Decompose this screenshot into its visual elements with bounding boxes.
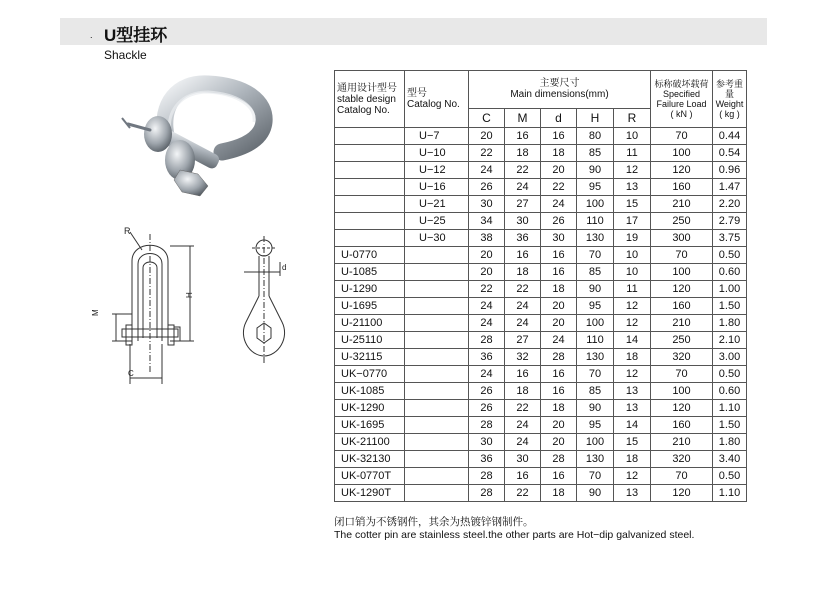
table-cell: U−25 bbox=[405, 213, 469, 230]
dim-header-h: H bbox=[577, 108, 614, 127]
table-cell: 70 bbox=[651, 468, 713, 485]
label-r: R bbox=[124, 226, 131, 236]
table-cell: U−7 bbox=[405, 128, 469, 145]
header-weight: 参考重量 Weight ( kg ) bbox=[713, 71, 747, 128]
table-cell: 18 bbox=[541, 145, 577, 162]
label-c: C bbox=[128, 369, 134, 378]
table-cell: 16 bbox=[541, 366, 577, 383]
table-cell: 16 bbox=[541, 128, 577, 145]
table-cell: 12 bbox=[614, 162, 651, 179]
table-row bbox=[335, 332, 747, 349]
table-cell: 1.47 bbox=[713, 179, 747, 196]
table-cell: 24 bbox=[505, 179, 541, 196]
table-cell: UK-1290 bbox=[335, 400, 405, 417]
table-row bbox=[335, 400, 747, 417]
table-cell: 130 bbox=[577, 230, 614, 247]
table-cell: 3.40 bbox=[713, 451, 747, 468]
table-cell: 10 bbox=[614, 264, 651, 281]
table-cell: 22 bbox=[505, 281, 541, 298]
table-cell bbox=[405, 417, 469, 434]
table-cell: 2.10 bbox=[713, 332, 747, 349]
table-cell: 1.80 bbox=[713, 315, 747, 332]
table-cell: 210 bbox=[651, 434, 713, 451]
note-en: The cotter pin are stainless steel.the other parts are Hot−dip galvanized steel. bbox=[334, 529, 695, 541]
table-cell: 24 bbox=[469, 162, 505, 179]
table-cell: 80 bbox=[577, 128, 614, 145]
table-cell bbox=[405, 332, 469, 349]
table-cell: 12 bbox=[614, 366, 651, 383]
spec-table bbox=[334, 70, 747, 502]
table-cell: 1.50 bbox=[713, 417, 747, 434]
table-cell: UK-1695 bbox=[335, 417, 405, 434]
table-cell: 26 bbox=[469, 383, 505, 400]
table-cell: 22 bbox=[541, 179, 577, 196]
table-cell: 16 bbox=[541, 264, 577, 281]
table-cell: 160 bbox=[651, 417, 713, 434]
header-main-dimensions: 主要尺寸 Main dimensions(mm) bbox=[469, 71, 651, 109]
table-cell: 210 bbox=[651, 196, 713, 213]
table-cell bbox=[335, 179, 405, 196]
table-row bbox=[335, 383, 747, 400]
table-cell bbox=[335, 162, 405, 179]
table-cell: 36 bbox=[469, 451, 505, 468]
table-cell: 1.10 bbox=[713, 485, 747, 502]
table-cell: 300 bbox=[651, 230, 713, 247]
table-cell: 0.50 bbox=[713, 468, 747, 485]
table-cell bbox=[335, 230, 405, 247]
table-cell bbox=[335, 196, 405, 213]
table-row bbox=[335, 196, 747, 213]
table-cell: 110 bbox=[577, 213, 614, 230]
shackle-side-drawing bbox=[232, 236, 297, 366]
table-cell bbox=[405, 247, 469, 264]
table-cell: 250 bbox=[651, 213, 713, 230]
table-cell: UK-1290T bbox=[335, 485, 405, 502]
table-cell: 85 bbox=[577, 145, 614, 162]
table-cell: 24 bbox=[505, 315, 541, 332]
table-cell: 38 bbox=[469, 230, 505, 247]
table-cell: 160 bbox=[651, 179, 713, 196]
table-cell: 90 bbox=[577, 162, 614, 179]
table-cell: U-32115 bbox=[335, 349, 405, 366]
table-cell: 10 bbox=[614, 247, 651, 264]
table-cell: 20 bbox=[469, 264, 505, 281]
table-cell: 28 bbox=[469, 332, 505, 349]
table-cell: U−21 bbox=[405, 196, 469, 213]
table-cell: 110 bbox=[577, 332, 614, 349]
table-cell: 18 bbox=[614, 451, 651, 468]
table-cell bbox=[405, 485, 469, 502]
table-row bbox=[335, 434, 747, 451]
table-cell: 100 bbox=[651, 264, 713, 281]
dim-header-c: C bbox=[469, 108, 505, 127]
table-cell: 20 bbox=[541, 434, 577, 451]
table-cell: 70 bbox=[577, 366, 614, 383]
table-cell: 100 bbox=[577, 315, 614, 332]
table-cell bbox=[405, 434, 469, 451]
table-cell: 16 bbox=[541, 247, 577, 264]
table-cell: 70 bbox=[651, 128, 713, 145]
table-cell: 14 bbox=[614, 417, 651, 434]
table-row bbox=[335, 247, 747, 264]
table-cell: 24 bbox=[469, 315, 505, 332]
table-header-row bbox=[335, 71, 747, 109]
header-design-catalog: 通用设计型号 stable design Catalog No. bbox=[335, 71, 405, 128]
table-cell: 120 bbox=[651, 485, 713, 502]
table-cell: 16 bbox=[505, 366, 541, 383]
table-cell bbox=[405, 315, 469, 332]
table-cell: 24 bbox=[505, 434, 541, 451]
table-cell: 0.50 bbox=[713, 247, 747, 264]
header-dot: . bbox=[90, 30, 93, 40]
table-cell bbox=[405, 383, 469, 400]
table-cell: 13 bbox=[614, 485, 651, 502]
table-cell: 13 bbox=[614, 383, 651, 400]
page-title: U型挂环 bbox=[104, 26, 168, 45]
table-row bbox=[335, 264, 747, 281]
table-cell: 28 bbox=[469, 468, 505, 485]
table-cell: 30 bbox=[541, 230, 577, 247]
table-cell: 30 bbox=[505, 451, 541, 468]
table-cell: 18 bbox=[541, 281, 577, 298]
table-cell: 0.44 bbox=[713, 128, 747, 145]
table-cell: UK−0770 bbox=[335, 366, 405, 383]
table-cell: 95 bbox=[577, 417, 614, 434]
dim-header-r: R bbox=[614, 108, 651, 127]
table-cell: 0.60 bbox=[713, 264, 747, 281]
table-cell: U-1085 bbox=[335, 264, 405, 281]
table-cell: 24 bbox=[505, 298, 541, 315]
table-cell: U-0770 bbox=[335, 247, 405, 264]
page-subtitle: Shackle bbox=[104, 48, 147, 62]
table-cell: 15 bbox=[614, 196, 651, 213]
note-cn: 闭口销为不锈钢件，其余为热镀锌钢制件。 bbox=[334, 516, 534, 528]
table-cell: 30 bbox=[505, 213, 541, 230]
table-cell: 26 bbox=[469, 400, 505, 417]
table-cell: U−12 bbox=[405, 162, 469, 179]
table-cell: 19 bbox=[614, 230, 651, 247]
table-cell bbox=[335, 213, 405, 230]
table-cell: 24 bbox=[541, 332, 577, 349]
table-cell: UK-0770T bbox=[335, 468, 405, 485]
dim-header-d: d bbox=[541, 108, 577, 127]
table-cell: 32 bbox=[505, 349, 541, 366]
table-cell: 70 bbox=[651, 247, 713, 264]
table-cell: 13 bbox=[614, 179, 651, 196]
table-cell: 130 bbox=[577, 451, 614, 468]
table-cell: 16 bbox=[505, 247, 541, 264]
table-cell bbox=[405, 349, 469, 366]
table-cell: U-25110 bbox=[335, 332, 405, 349]
label-h: H bbox=[185, 292, 194, 298]
table-cell: 30 bbox=[469, 434, 505, 451]
table-row bbox=[335, 145, 747, 162]
table-cell: 120 bbox=[651, 281, 713, 298]
table-row bbox=[335, 281, 747, 298]
table-cell: UK-1085 bbox=[335, 383, 405, 400]
table-cell: 27 bbox=[505, 196, 541, 213]
table-cell: 28 bbox=[541, 451, 577, 468]
table-cell: 120 bbox=[651, 162, 713, 179]
table-cell: 1.00 bbox=[713, 281, 747, 298]
table-row bbox=[335, 179, 747, 196]
table-row bbox=[335, 128, 747, 145]
table-cell: 70 bbox=[577, 247, 614, 264]
table-cell: 90 bbox=[577, 485, 614, 502]
label-d: d bbox=[282, 263, 287, 272]
table-cell: 90 bbox=[577, 400, 614, 417]
table-cell: 11 bbox=[614, 281, 651, 298]
table-cell: 70 bbox=[651, 366, 713, 383]
table-cell: 85 bbox=[577, 264, 614, 281]
table-cell: 15 bbox=[614, 434, 651, 451]
table-cell: U-1695 bbox=[335, 298, 405, 315]
table-cell: 22 bbox=[505, 485, 541, 502]
table-cell: 20 bbox=[469, 128, 505, 145]
table-cell: 26 bbox=[469, 179, 505, 196]
table-row bbox=[335, 366, 747, 383]
table-cell: 95 bbox=[577, 179, 614, 196]
table-cell: 2.79 bbox=[713, 213, 747, 230]
table-cell bbox=[405, 366, 469, 383]
table-cell: 12 bbox=[614, 298, 651, 315]
table-cell: 320 bbox=[651, 349, 713, 366]
table-cell: 22 bbox=[469, 145, 505, 162]
table-cell: 20 bbox=[541, 315, 577, 332]
table-cell: 16 bbox=[505, 128, 541, 145]
table-cell: 18 bbox=[541, 485, 577, 502]
dim-header-m: M bbox=[505, 108, 541, 127]
shackle-front-drawing bbox=[86, 226, 201, 386]
table-cell: 24 bbox=[469, 366, 505, 383]
table-row bbox=[335, 451, 747, 468]
table-cell: 12 bbox=[614, 468, 651, 485]
table-cell: 11 bbox=[614, 145, 651, 162]
table-cell: 20 bbox=[541, 162, 577, 179]
table-cell: 0.54 bbox=[713, 145, 747, 162]
table-cell: 20 bbox=[469, 247, 505, 264]
table-cell: 250 bbox=[651, 332, 713, 349]
table-cell: 26 bbox=[541, 213, 577, 230]
table-cell: 85 bbox=[577, 383, 614, 400]
table-cell bbox=[335, 145, 405, 162]
table-cell: 1.10 bbox=[713, 400, 747, 417]
table-cell: 120 bbox=[651, 400, 713, 417]
table-cell: 16 bbox=[541, 468, 577, 485]
table-cell: 320 bbox=[651, 451, 713, 468]
table-cell: 2.20 bbox=[713, 196, 747, 213]
table-row bbox=[335, 213, 747, 230]
table-cell: 100 bbox=[651, 145, 713, 162]
table-cell: 12 bbox=[614, 315, 651, 332]
table-cell: 24 bbox=[469, 298, 505, 315]
table-cell: 24 bbox=[541, 196, 577, 213]
table-cell bbox=[405, 298, 469, 315]
table-cell: 1.50 bbox=[713, 298, 747, 315]
table-row bbox=[335, 315, 747, 332]
label-m: M bbox=[91, 309, 100, 316]
table-cell: 18 bbox=[505, 264, 541, 281]
table-cell: 3.75 bbox=[713, 230, 747, 247]
table-cell: U−30 bbox=[405, 230, 469, 247]
table-cell: 14 bbox=[614, 332, 651, 349]
table-cell: 34 bbox=[469, 213, 505, 230]
table-row bbox=[335, 230, 747, 247]
table-cell: 36 bbox=[505, 230, 541, 247]
table-cell: 90 bbox=[577, 281, 614, 298]
table-cell: 27 bbox=[505, 332, 541, 349]
table-cell: 20 bbox=[541, 417, 577, 434]
table-cell: UK-21100 bbox=[335, 434, 405, 451]
table-cell: 0.60 bbox=[713, 383, 747, 400]
table-cell: 130 bbox=[577, 349, 614, 366]
table-cell: 16 bbox=[505, 468, 541, 485]
table-cell: U−10 bbox=[405, 145, 469, 162]
table-cell: 18 bbox=[505, 383, 541, 400]
table-cell: 28 bbox=[469, 485, 505, 502]
table-cell: U-1290 bbox=[335, 281, 405, 298]
table-cell: 70 bbox=[577, 468, 614, 485]
table-cell: 10 bbox=[614, 128, 651, 145]
table-cell bbox=[405, 281, 469, 298]
table-cell bbox=[405, 400, 469, 417]
table-cell: 16 bbox=[541, 383, 577, 400]
table-cell: 3.00 bbox=[713, 349, 747, 366]
table-row bbox=[335, 162, 747, 179]
table-cell: 20 bbox=[541, 298, 577, 315]
table-cell: 0.50 bbox=[713, 366, 747, 383]
table-cell: 28 bbox=[541, 349, 577, 366]
table-cell: 95 bbox=[577, 298, 614, 315]
table-cell: 22 bbox=[469, 281, 505, 298]
header-catalog-no: 型号 Catalog No. bbox=[405, 71, 469, 128]
table-row bbox=[335, 468, 747, 485]
table-cell: UK-32130 bbox=[335, 451, 405, 468]
shackle-photo bbox=[108, 74, 288, 199]
table-cell: 210 bbox=[651, 315, 713, 332]
table-cell: 18 bbox=[505, 145, 541, 162]
table-cell: 160 bbox=[651, 298, 713, 315]
table-cell bbox=[405, 468, 469, 485]
table-cell: 28 bbox=[469, 417, 505, 434]
table-cell bbox=[335, 128, 405, 145]
table-cell: 24 bbox=[505, 417, 541, 434]
table-cell: 100 bbox=[577, 434, 614, 451]
table-cell bbox=[405, 451, 469, 468]
table-row bbox=[335, 349, 747, 366]
table-row bbox=[335, 417, 747, 434]
table-cell: 22 bbox=[505, 400, 541, 417]
table-cell: 100 bbox=[577, 196, 614, 213]
table-cell: 22 bbox=[505, 162, 541, 179]
table-row bbox=[335, 485, 747, 502]
table-cell bbox=[405, 264, 469, 281]
table-row bbox=[335, 298, 747, 315]
table-cell: 0.96 bbox=[713, 162, 747, 179]
table-cell: U−16 bbox=[405, 179, 469, 196]
table-cell: 13 bbox=[614, 400, 651, 417]
table-cell: 17 bbox=[614, 213, 651, 230]
table-cell: 1.80 bbox=[713, 434, 747, 451]
table-cell: 100 bbox=[651, 383, 713, 400]
header-failure-load: 标称破坏载荷 Specified Failure Load ( kN ) bbox=[651, 71, 713, 128]
table-cell: 30 bbox=[469, 196, 505, 213]
table-cell: 18 bbox=[614, 349, 651, 366]
table-cell: U-21100 bbox=[335, 315, 405, 332]
table-cell: 18 bbox=[541, 400, 577, 417]
table-cell: 36 bbox=[469, 349, 505, 366]
